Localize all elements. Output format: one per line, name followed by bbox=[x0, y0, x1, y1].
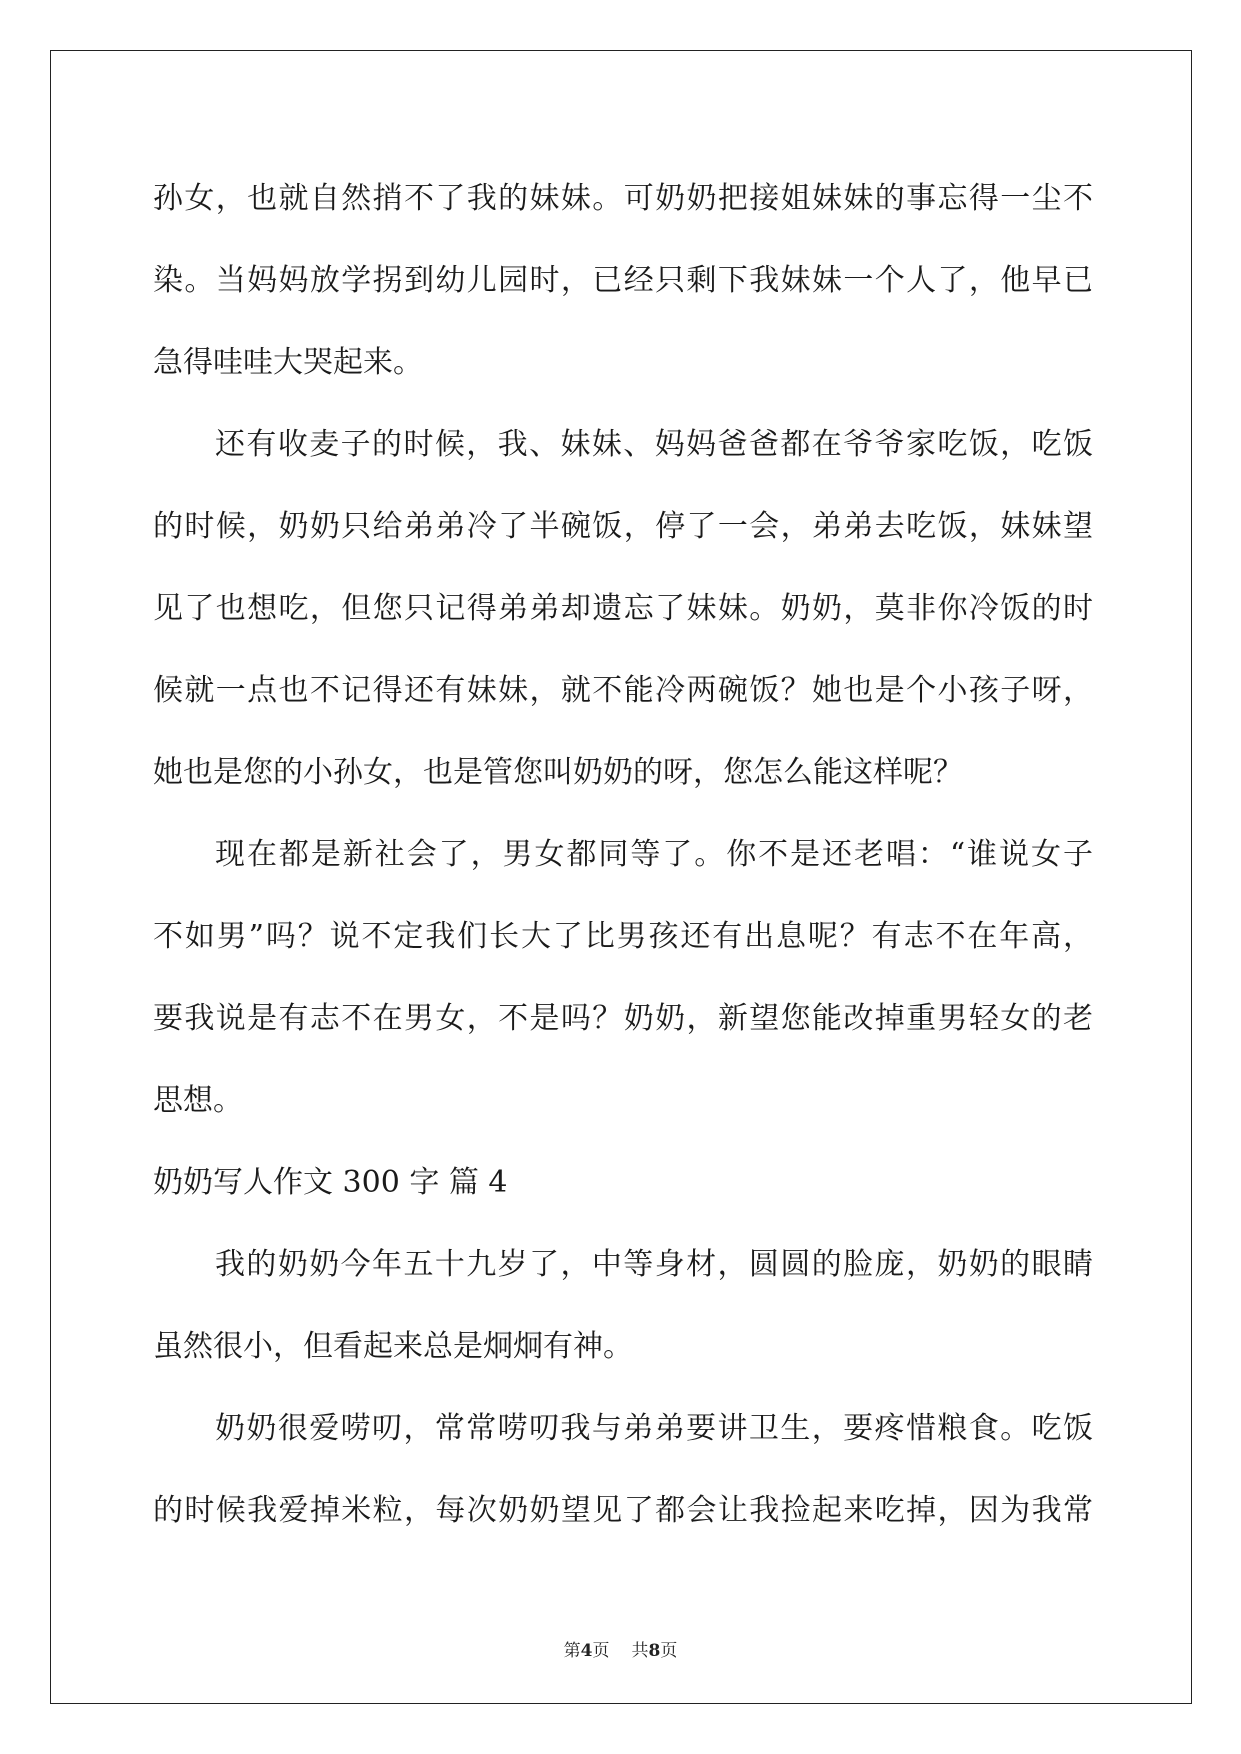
text-line: 急得哇哇大哭起来。 bbox=[153, 345, 423, 380]
text-line: 候就一点也不记得还有妹妹，就不能冷两碗饭？她也是个小孩子呀， bbox=[153, 673, 1093, 708]
text-line: 染。当妈妈放学拐到幼儿园时，已经只剩下我妹妹一个人了，他早已 bbox=[153, 263, 1093, 298]
text-line: 奶奶很爱唠叨，常常唠叨我与弟弟要讲卫生，要疼惜粮食。吃饭 bbox=[215, 1411, 1093, 1446]
text-line: 不如男”吗？说不定我们长大了比男孩还有出息呢？有志不在年高， bbox=[153, 919, 1093, 954]
text-line: 她也是您的小孙女，也是管您叫奶奶的呀，您怎么能这样呢？ bbox=[153, 755, 963, 790]
text-line: 的时候，奶奶只给弟弟冷了半碗饭，停了一会，弟弟去吃饭，妹妹望 bbox=[153, 509, 1093, 544]
text-line: 要我说是有志不在男女，不是吗？奶奶，新望您能改掉重男轻女的老 bbox=[153, 1001, 1093, 1036]
document-body bbox=[153, 158, 1093, 1552]
page-suffix: 页 bbox=[592, 1641, 610, 1661]
text-line: 思想。 bbox=[153, 1083, 243, 1118]
page-total: 8 bbox=[648, 1641, 661, 1661]
total-prefix: 共 bbox=[631, 1641, 649, 1661]
total-suffix: 页 bbox=[660, 1641, 678, 1661]
text-line: 还有收麦子的时候，我、妹妹、妈妈爸爸都在爷爷家吃饭，吃饭 bbox=[215, 427, 1093, 462]
page-footer bbox=[0, 1636, 1241, 1661]
text-line: 的时候我爱掉米粒，每次奶奶望见了都会让我捡起来吃掉，因为我常 bbox=[153, 1493, 1093, 1528]
page-prefix: 第 bbox=[563, 1641, 581, 1661]
section-heading: 奶奶写人作文 300 字 篇 4 bbox=[153, 1165, 508, 1200]
text-line: 见了也想吃，但您只记得弟弟却遗忘了妹妹。奶奶，莫非你冷饭的时 bbox=[153, 591, 1093, 626]
text-line: 虽然很小，但看起来总是炯炯有神。 bbox=[153, 1329, 633, 1364]
page-current: 4 bbox=[580, 1641, 593, 1661]
text-line: 我的奶奶今年五十九岁了，中等身材，圆圆的脸庞，奶奶的眼睛 bbox=[215, 1247, 1093, 1282]
text-line: 孙女，也就自然捎不了我的妹妹。可奶奶把接姐妹妹的事忘得一尘不 bbox=[153, 181, 1093, 216]
text-line: 现在都是新社会了，男女都同等了。你不是还老唱：“谁说女子 bbox=[215, 837, 1093, 872]
